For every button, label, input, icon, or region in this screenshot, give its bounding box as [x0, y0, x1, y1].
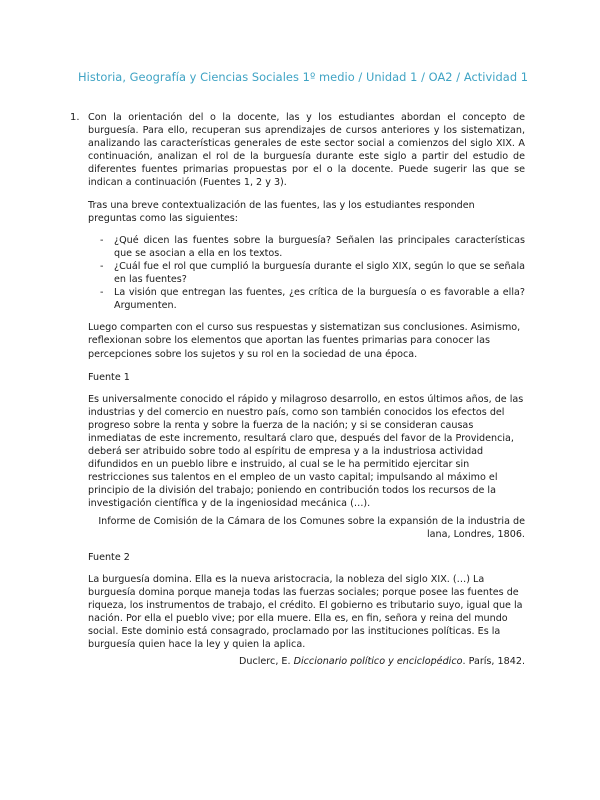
activity-number: 1. — [70, 112, 80, 123]
question-list — [88, 234, 525, 313]
question-item — [100, 286, 525, 312]
question-text: La visión que entregan las fuentes, ¿es crítica de la burguesía o es favorable a ella? Argumenten. — [114, 287, 525, 312]
citation-author: Duclerc, E. — [239, 656, 291, 668]
question-text: ¿Qué dicen las fuentes sobre la burguesía? Señalen las principales características que se asocian a ella en los textos. — [114, 234, 525, 259]
question-text: ¿Cuál fue el rol que cumplió la burguesía durante el siglo XIX, según lo que se señala en las fuentes? — [114, 260, 525, 286]
fuente1-text: Es universalmente conocido el rápido y milagroso desarrollo, en estos últimos años, de las industrias y del comercio en nuestro país, como son también conocidos los efectos del progreso sobre la renta y sobre la fuerza de la nación; y si se consideran causas inmediatas de este incremento, resultará claro que, después del favor de la Providencia, deberá ser atribuido sobre todo al espíritu de empresa y a la industriosa actividad difundidos en un pueblo libre e instruido, al cual se le ha permitido ejercitar sin restricciones sus talentos en el empleo de un vasto capital; impulsando al máximo el principio de la división del trabajo; poniendo en contribución todos los recursos de la investigación científica y de la ingeniosidad mecánica (…). — [88, 393, 524, 510]
activity-content — [70, 111, 525, 678]
fuente2-title: Fuente 2 — [88, 551, 130, 563]
bullet-dash-icon: - — [100, 234, 104, 246]
citation-place: . París, 1842. — [462, 656, 525, 668]
breadcrumb-header: Historia, Geografía y Ciencias Sociales 1º medio / Unidad 1 / OA2 / Actividad 1 — [78, 70, 529, 84]
fuente1-citation: Informe de Comisión de la Cámara de los Comunes sobre la expansión de la industria de lana, Londres, 1806. — [98, 515, 525, 540]
question-item — [100, 234, 525, 260]
question-item — [100, 260, 525, 286]
fuente2-citation — [88, 655, 525, 668]
bullet-dash-icon: - — [100, 287, 104, 299]
citation-work: Diccionario político y enciclopédico — [293, 656, 463, 668]
bullet-dash-icon: - — [100, 260, 104, 272]
fuente2-text: La burguesía domina. Ella es la nueva aristocracia, la nobleza del siglo XIX. (…) La burguesía domina porque maneja todas las fuerzas sociales; porque posee las fuentes de riqueza, los instrumentos de trabajo, el crédito. El gobierno es tributario suyo, igual que la nación. Por ella el pueblo vive; por ella muere. Ella es, en fin, señora y reina del mundo social. Este dominio está consagrado, proclamado por las instituciones políticas. Es la burguesía quien hace la ley y quien la aplica. — [88, 573, 523, 651]
fuente1-title: Fuente 1 — [88, 371, 130, 383]
questions-intro: Tras una breve contextualización de las fuentes, las y los estudiantes responden preguntas como las siguientes: — [88, 199, 475, 224]
activity-closing: Luego comparten con el curso sus respuestas y sistematizan sus conclusiones. Asimismo, reflexionan sobre los elementos que aportan las fuentes primarias para conocer las percepciones sobre los sujetos y su rol en la sociedad de una época. — [88, 322, 521, 360]
activity-intro: Con la orientación del o la docente, las y los estudiantes abordan el concepto de burguesía. Para ello, recuperan sus aprendizajes de cursos anteriores y los sistematizan, analizando las características generales de este sector social a comienzos del siglo XIX. A continuación, analizan el rol de la burguesía durante este siglo a partir del estudio de diferentes fuentes primarias propuestas por el o la docente. Puede sugerir las que se indican a continuación (Fuentes 1, 2 y 3). — [88, 112, 525, 189]
